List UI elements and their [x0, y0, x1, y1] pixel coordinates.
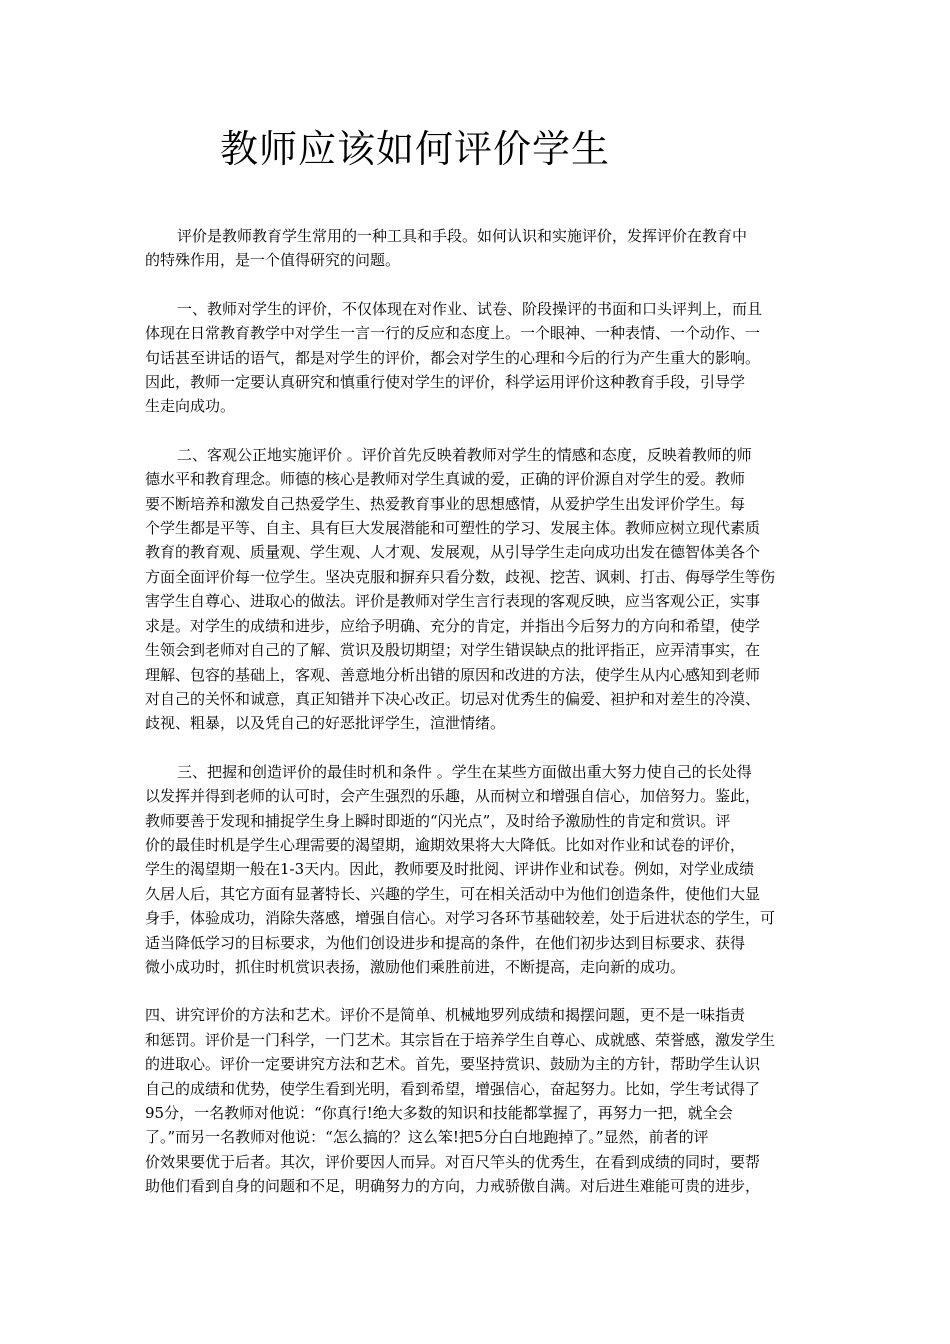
text-line: 价效果要优于后者。其次，评价要因人而异。对百尺竿头的优秀生，在看到成绩的同时，要帮 — [145, 1152, 761, 1171]
text-line: 理解、包容的基础上，客观、善意地分析出错的原因和改进的方法，使学生从内心感知到老师 — [145, 665, 761, 684]
text-line: 句话甚至讲话的语气，都是对学生的评价，都会对学生的心理和今后的行为产生重大的影响。 — [145, 348, 761, 367]
text-line: 适当降低学习的目标要求，为他们创设进步和提高的条件，在他们初步达到目标要求、获得 — [145, 933, 746, 952]
text-line: 久居人后，其它方面有显著特长、兴趣的学生，可在相关活动中为他们创造条件，使他们大显 — [145, 884, 761, 903]
text-line: 教师要善于发现和捕捉学生身上瞬时即逝的“闪光点”，及时给予激励性的肯定和赏识。评 — [145, 811, 731, 830]
text-line: 三、把握和创造评价的最佳时机和条件 。学生在某些方面做出重大努力使自己的长处得 — [177, 762, 752, 781]
text-line: 四、讲究评价的方法和艺术。评价不是简单、机械地罗列成绩和揭摆问题，更不是一味指责 — [145, 1006, 746, 1025]
paragraph — [145, 760, 823, 980]
paragraph — [145, 297, 823, 419]
text-line: 评价是教师教育学生常用的一种工具和手段。如何认识和实施评价，发挥评价在教育中 — [177, 227, 748, 245]
text-line: 因此，教师一定要认真研究和慎重行使对学生的评价，科学运用评价这种教育手段，引导学 — [145, 373, 746, 392]
text-line: 德水平和教育理念。师德的核心是教师对学生真诚的爱，正确的评价源自对学生的爱。教师 — [145, 470, 746, 489]
text-line: 生走向成功。 — [145, 397, 236, 416]
text-line: 对自己的关怀和诚意，真正知错并下决心改正。切忌对优秀生的偏爱、袒护和对差生的冷漠、 — [145, 689, 761, 708]
text-line: 教育的教育观、质量观、学生观、人才观、发展观，从引导学生走向成功出发在德智体美各个 — [145, 543, 761, 562]
text-line: 方面全面评价每一位学生。坚决克服和摒弃只看分数，歧视、挖苦、讽刺、打击、侮辱学生等伤 — [145, 567, 776, 586]
document-body — [145, 224, 823, 1223]
text-line: 歧视、粗暴，以及凭自己的好恶批评学生，渲泄情绪。 — [145, 714, 506, 733]
text-line: 身手，体验成功，消除失落感，增强自信心。对学习各环节基础较差，处于后进状态的学生，可 — [145, 909, 776, 928]
text-line: 的进取心。评价一定要讲究方法和艺术。首先，要坚持赏识、鼓励为主的方针，帮助学生认识 — [145, 1055, 761, 1074]
text-line: 害学生自尊心、进取心的做法。评价是教师对学生言行表现的客观反映，应当客观公正，实事 — [145, 592, 761, 611]
paragraph — [145, 443, 823, 736]
text-line: 生领会到老师对自己的了解、赏识及殷切期望；对学生错误缺点的批评指正，应弄清事实，在 — [145, 641, 761, 660]
text-line: 95分，一名教师对他说：“你真行!绝大多数的知识和技能都掌握了，再努力一把，就全会 — [145, 1104, 733, 1122]
text-line: 以发挥并得到老师的认可时，会产生强烈的乐趣，从而树立和增强自信心，加倍努力。鉴此， — [145, 787, 761, 806]
text-line: 要不断培养和激发自己热爱学生、热爱教育事业的思想感情，从爱护学生出发评价学生。每 — [145, 494, 746, 513]
text-line: 微小成功时，抓住时机赏识表扬，激励他们乘胜前进，不断提高，走向新的成功。 — [145, 957, 686, 976]
text-line: 一、教师对学生的评价，不仅体现在对作业、试卷、阶段操评的书面和口头评判上，而且 — [177, 299, 763, 318]
text-line: 了。”而另一名教师对他说：“怎么搞的？这么笨!把5分白白地跑掉了。”显然，前者的评 — [145, 1128, 709, 1147]
text-line: 求是。对学生的成绩和进步，应给予明确、充分的肯定，并指出今后努力的方向和希望，使学 — [145, 616, 761, 635]
text-line: 的特殊作用，是一个值得研究的问题。 — [145, 251, 401, 270]
document-title: 教师应该如何评价学生 — [220, 127, 611, 171]
paragraph — [145, 1003, 823, 1198]
text-line: 和惩罚。评价是一门科学，一门艺术。其宗旨在于培养学生自尊心、成就感、荣誉感，激发学生 — [145, 1030, 776, 1049]
text-line: 助他们看到自身的问题和不足，明确努力的方向，力戒骄傲自满。对后进生难能可贵的进步， — [145, 1177, 761, 1196]
text-line: 价的最佳时机是学生心理需要的渴望期，逾期效果将大大降低。比如对作业和试卷的评价， — [145, 835, 746, 854]
text-line: 自己的成绩和优势，使学生看到光明，看到希望，增强信心，奋起努力。比如，学生考试得了 — [145, 1079, 761, 1098]
text-line: 学生的渴望期一般在1-3天内。因此，教师要及时批阅、评讲作业和试卷。例如，对学业成绩 — [145, 860, 755, 879]
text-line: 二、客观公正地实施评价 。评价首先反映着教师对学生的情感和态度，反映着教师的师 — [177, 445, 752, 464]
text-line: 体现在日常教育教学中对学生一言一行的反应和态度上。一个眼神、一种表情、一个动作、一 — [145, 324, 761, 343]
paragraph — [145, 224, 823, 273]
text-line: 个学生都是平等、自主、具有巨大发展潜能和可塑性的学习、发展主体。教师应树立现代素质 — [145, 519, 761, 538]
